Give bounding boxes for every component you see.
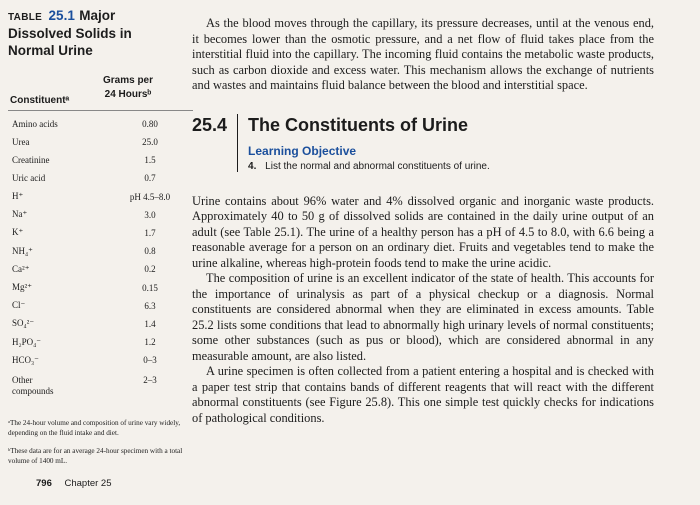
table-footnotes (8, 419, 188, 466)
body-paragraph: Urine contains about 96% water and 4% dissolved organic and inorganic waste products. Approximately 40 to 50 g of dissolved solids are contained in the daily urine output of an adult (see Table 25.1). The urine of a healthy person has a pH of 4.5 to 8.0, with 6.6 being a reasonable average for a person on an ordinary diet. Fruits and vegetables tend to make the urine alkaline, whereas high-protein foods tend to make the urine acidic. (192, 193, 654, 270)
table-title-line3: Normal Urine (8, 42, 93, 58)
page-footer (36, 478, 112, 489)
table-sidebar (8, 6, 193, 474)
cell-constituent-line2: compounds (12, 386, 54, 397)
table-title-line2: Dissolved Solids in (8, 26, 132, 41)
cell-constituent: SO₄²⁻ (12, 318, 35, 329)
cell-grams: 1.7 (144, 227, 156, 238)
section-body (192, 194, 654, 427)
cell-grams: 0.15 (142, 282, 158, 293)
col-header-grams (98, 74, 158, 103)
cell-constituent: NH₄⁺ (12, 245, 33, 256)
cell-grams: 1.4 (144, 318, 156, 329)
cell-grams: 1.2 (144, 337, 156, 348)
cell-constituent: Creatinine (12, 155, 50, 166)
table-row (8, 260, 193, 278)
col-header-constituent: Constituentᵃ (10, 94, 70, 106)
cell-grams: 3.0 (144, 209, 156, 220)
body-paragraph: A urine specimen is often collected from a patient entering a hospital and is checked with a paper test strip that contains bands of different reagents that will react with the different abnormal constituents (see Figure 25.8). This one simple test quickly checks for indications of pathological conditions. (192, 364, 654, 425)
cell-constituent: Amino acids (12, 118, 58, 129)
table-row (8, 133, 193, 151)
cell-constituent (8, 375, 120, 397)
section-heading-body (238, 114, 490, 172)
section-title: The Constituents of Urine (248, 114, 469, 135)
footnote-a: ᵃThe 24-hour volume and composition of urine vary widely, depending on the fluid intake and diet. (8, 419, 181, 438)
table-label: TABLE (8, 12, 43, 23)
learning-objective-item (248, 161, 490, 172)
cell-constituent: Cl⁻ (12, 300, 26, 311)
cell-constituent: Uric acid (12, 173, 46, 184)
table-row (8, 369, 193, 401)
table-header (8, 66, 193, 110)
table-row (8, 224, 193, 242)
body-paragraph: The composition of urine is an excellent indicator of the state of health. This accounts for the importance of urinalysis as part of a physical checkup or a diagnosis. Normal constituents are considered abnormal when they are eliminated in excess amounts. Table 25.2 lists some conditions that lead to abnormally high urinary levels of normal constituents; some other substances (such as pus or blood), which are considered abnormal in any measurable amount, are also listed. (192, 271, 654, 363)
table-row (8, 115, 193, 133)
table-caption (8, 6, 193, 60)
objective-number: 4. (248, 160, 257, 172)
cell-grams: pH 4.5–8.0 (129, 191, 171, 202)
table-row (8, 188, 193, 206)
chapter-label: Chapter 25 (64, 478, 112, 489)
table-row (8, 278, 193, 296)
section-number: 25.4 (192, 114, 238, 172)
cell-grams: 0.7 (144, 173, 156, 184)
table-row (8, 151, 193, 169)
intro-paragraph: As the blood moves through the capillary, its pressure decreases, until at the venous end, it becomes lower than the osmotic pressure, and a net flow of fluid takes place from the interstitial fluid into the capillary. The incoming fluid contains the metabolic waste products, such as carbon dioxide and excess water. This mechanism allows the exchange of nutrients and wastes and maintains fluid balance between the blood and interstitial space. (192, 16, 654, 92)
cell-constituent: K⁺ (12, 227, 24, 238)
cell-grams: 2–3 (143, 375, 157, 386)
table-body (8, 115, 193, 402)
col-header-grams-line1: Grams per (102, 74, 154, 86)
cell-constituent: H₂PO₄⁻ (12, 336, 42, 347)
cell-constituent: H⁺ (12, 191, 24, 202)
cell-constituent: Urea (12, 137, 30, 148)
footnote-b: ᵇThese data are for an average 24-hour specimen with a total volume of 1400 mL. (8, 446, 183, 465)
cell-constituent: Na⁺ (12, 209, 28, 220)
table-row (8, 297, 193, 315)
cell-grams: 0.80 (142, 118, 158, 129)
table-row (8, 333, 193, 351)
table-row (8, 351, 193, 369)
cell-grams: 0–3 (143, 355, 157, 366)
cell-grams: 6.3 (144, 300, 156, 311)
table-number: 25.1 (48, 8, 75, 23)
objective-text: List the normal and abnormal constituents of urine. (265, 160, 490, 172)
table-row (8, 242, 193, 260)
cell-constituent: Ca²⁺ (12, 263, 30, 274)
learning-objective-heading: Learning Objective (248, 143, 357, 158)
section-heading (192, 114, 654, 172)
table-row (8, 206, 193, 224)
cell-grams: 0.8 (144, 246, 156, 257)
cell-grams: 1.5 (144, 155, 156, 166)
cell-grams: 25.0 (142, 137, 158, 148)
cell-constituent-line1: Other (12, 375, 33, 386)
cell-constituent: Mg²⁺ (12, 282, 32, 293)
table-row (8, 169, 193, 187)
col-header-grams-line2: 24 Hoursᵇ (104, 89, 152, 101)
cell-constituent: HCO₃⁻ (12, 354, 39, 365)
table-row (8, 315, 193, 333)
table-title-line1: Major (79, 8, 116, 23)
main-text-column (192, 16, 654, 426)
cell-grams: 0.2 (144, 264, 156, 275)
page-number: 796 (36, 478, 52, 489)
table-header-rule (8, 110, 193, 111)
